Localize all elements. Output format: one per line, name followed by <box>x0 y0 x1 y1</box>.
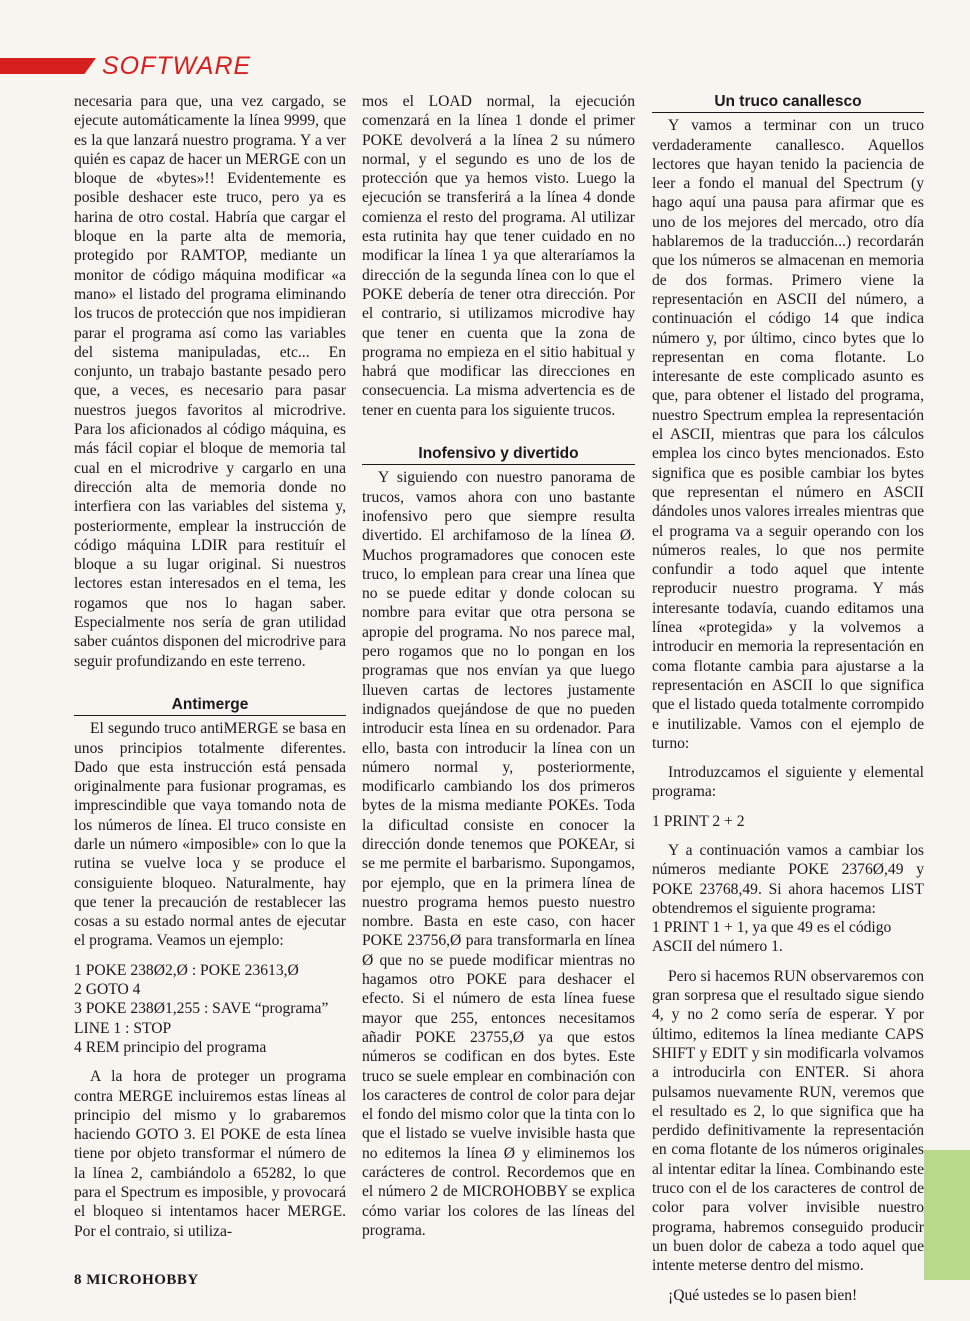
section-label: SOFTWARE <box>102 52 252 80</box>
col3-paragraph-1: Y vamos a terminar con un truco verdaderamente canallesco. Aquellos lectores que hayan tenido la paciencia de leer a fondo el manual del Spectrum (y hago aquí una pausa para afirmar que es uno de los mejores del mercado, otro día hablaremos de la traducción...) recordarán que los números se almacenan en memoria de dos formas. Primero viene la representación en ASCII del número, a continuación el código 14 que indica número y, por último, cinco bytes que lo representan en coma flotante. Lo interesante de este complicado asunto es que, para obtener el listado del programa, nuestro Spectrum emplea la representación el ASCII, mientras que para los cálculos emplea los cinco bytes mencionados. Esto significa que es posible cambiar los bytes que representan el número en ASCII dándoles unos valores irreales mientras que el programa va a seguir operando con los números reales, lo que nos permite confundir a todo aquel que intente reproducir nuestro programa. Y más interesante todavía, cuando editamos una línea «protegida» y la volvemos a introducir en memoria la representación en coma flotante cambia para ajustarse a la representación en ASCII lo que significa que el listado queda totalmente corrompido e inutilizable. Vamos con el ejemplo de turno: <box>652 117 924 752</box>
page-edge-tab <box>924 1150 970 1280</box>
header-red-bar <box>0 58 96 74</box>
column-2 <box>362 92 635 1240</box>
code-line: 1 POKE 238Ø2,Ø : POKE 23613,Ø <box>74 961 299 979</box>
col3-paragraph-3: Y a continuación vamos a cambiar los números mediante POKE 2376Ø,49 y POKE 23768,49. Si ahora hacemos LIST obtendremos el siguiente programa: <box>652 841 924 917</box>
code-line: 3 POKE 238Ø1,255 : SAVE “programa” LINE 1 : STOP <box>74 1000 329 1037</box>
col1-paragraph-3: A la hora de proteger un programa contra MERGE incluiremos estas líneas al principio del mismo y lo grabaremos haciendo GOTO 3. El POKE de esta línea tiene por objeto transformar el número de la línea 2, cambiándolo a 65282, lo que para el Spectrum es imposible, y provocará el bloqueo si intentamos hacer MERGE. Por el contraio, si utiliza- <box>74 1068 346 1240</box>
section-header <box>0 52 400 82</box>
col2-paragraph-2: Y siguiendo con nuestro panorama de trucos, vamos ahora con uno bastante inofensivo pero que siempre resulta divertido. El archifamoso de la línea Ø. Muchos programadores que conocen este truco, lo emplean para crear una línea que no se puede editar y donde colocan su nombre para evitar que otra persona se apropie del programa. No nos parece mal, pero rogamos que no lo pongan en los programas que nos envían ya que luego llueven cartas de lectores justamente indignados quejándose de que no pueden introducir esta línea en su ordenador. Para ello, basta con introducir la línea con un número normal y, posteriormente, modificarlo cambiando los dos primeros bytes de la misma mediante POKEs. Toda la dificultad consiste en conocer la dirección donde tenemos que POKEAr, si se me permite el barbarismo. Supongamos, por ejemplo, que en la primera línea de nuestro programa hemos puesto nuestro nombre. Basta en este caso, con hacer POKE 23756,Ø para transformarla en línea Ø que no se puede modificar mientras no hagamos otro POKE para deshacer el efecto. Si el número de esta línea fuese mayor que 255, entonces necesitamos añadir POKE 23755,Ø ya que estos números se codifican en dos bytes. Este truco se suele emplear en combinación con los caracteres de control de color para dejar el fondo del mismo color que la tinta con lo que el listado se vuelve invisible hasta que no editemos la línea Ø y eliminemos los carácteres de control. Recordemos que en el número 2 de MICROHOBBY se explica cómo variar los colores de las líneas del programa. <box>362 469 635 1239</box>
col3-paragraph-5: ¡Qué ustedes se lo pasen bien! <box>668 1286 858 1304</box>
page-footer: 8 MICROHOBBY <box>74 1272 199 1288</box>
code-line: 1 PRINT 2 + 2 <box>652 812 745 830</box>
col3-paragraph-4: Pero si hacemos RUN observaremos con gran sorpresa que el resultado sigue siendo 4, y no 2 como sería de esperar. Y por último, editemos la línea mediante CAPS SHIFT y EDIT y sin modificarla volvamos a introducirla con ENTER. Si ahora pulsamos nuevamente RUN, veremos que el resultado es 2, lo que significa que ha perdido definitivamente la representación en coma flotante de los números originales al intentar editar la línea. Combinando este truco con el de los caracteres de control de color para volver invisible nuestro programa, habremos conseguido producir un buen dolor de cabeza a todo aquel que intente meterse dentro del mismo. <box>652 967 924 1275</box>
col3-paragraph-2: Introduzcamos el siguiente y elemental programa: <box>652 764 924 801</box>
column-3 <box>652 92 924 1305</box>
col1-paragraph-1: necesaria para que, una vez cargado, se ejecute automáticamente la línea 9999, que es la que lanzará nuestro programa. Y a ver quién es capaz de hacer un MERGE con un bloque de «bytes»!! Evidentemente es posible deshacer este truco, pero ya es harina de otro costal. Habría que cargar el bloque en la parte alta de memoria, protegido por RAMTOP, mediante un monitor de código máquina modificar «a mano» el listado del programa eliminando los trucos de protección que nos impidieran parar el programa así como las variables del sistema manipuladas, etc... En conjunto, un trabajo bastante pesado pero que, a veces, es necesario para pasar nuestros juegos favoritos al microdrive. Para los aficionados al código máquina, es más fácil copiar el bloque de memoria tal cual en el microdrive y cargarlo en una dirección alta de memoria donde no interfiera con las variables del sistema y, posteriormente, emplear la instrucción de código máquina LDIR para restituír el bloque a su lugar original. Si nuestros lectores estan interesados en el tema, les rogamos que nos lo hagan saber. Especialmente nos sería de gran utilidad saber cuántos disponen del microdrive para seguir profundizando en este terreno. <box>74 93 346 670</box>
col2-paragraph-1: mos el LOAD normal, la ejecución comenzará en la línea 1 donde el primer POKE devolverá a la línea 2 su número normal, y el segundo es uno de los de protección que ya hemos visto. Luego la ejecución se transferirá a la línea 4 donde comienza el resto del programa. Al utilizar esta rutinita hay que tener cuidado en no modificar la línea 1 ya que alteraríamos la dirección de la segunda línea con lo que el POKE debería de tener otra dirección. Por el contrario, si utilizamos microdive hay que tener en cuenta que la zona de programa no empieza en el sitio habitual y habrá que modificar las direcciones en consecuencia. La misma advertencia es de tener en cuenta para los siguiente trucos. <box>362 93 635 419</box>
heading-truco-canallesco: Un truco canallesco <box>652 92 924 113</box>
code-line: 4 REM principio del programa <box>74 1038 267 1056</box>
code-line: 1 PRINT 1 + 1, ya que 49 es el código ASCII del número 1. <box>652 919 892 956</box>
heading-inofensivo: Inofensivo y divertido <box>362 444 635 465</box>
col1-paragraph-2: El segundo truco antiMERGE se basa en unos principios totalmente diferentes. Dado que esta instrucción está pensada originalmente para fusionar programas, es imprescindible que vaya tomando nota de los números de línea. El truco consiste en darle un número «imposible» con lo que la rutina se vuelve loca y se produce el consiguiente bloqueo. Naturalmente, hay que tener la precaución de restablecer las cosas a su estado normal antes de ejecutar el programa. Veamos un ejemplo: <box>74 720 346 950</box>
code-line: 2 GOTO 4 <box>74 981 141 999</box>
heading-antimerge: Antimerge <box>74 695 346 716</box>
column-1 <box>74 92 346 1241</box>
